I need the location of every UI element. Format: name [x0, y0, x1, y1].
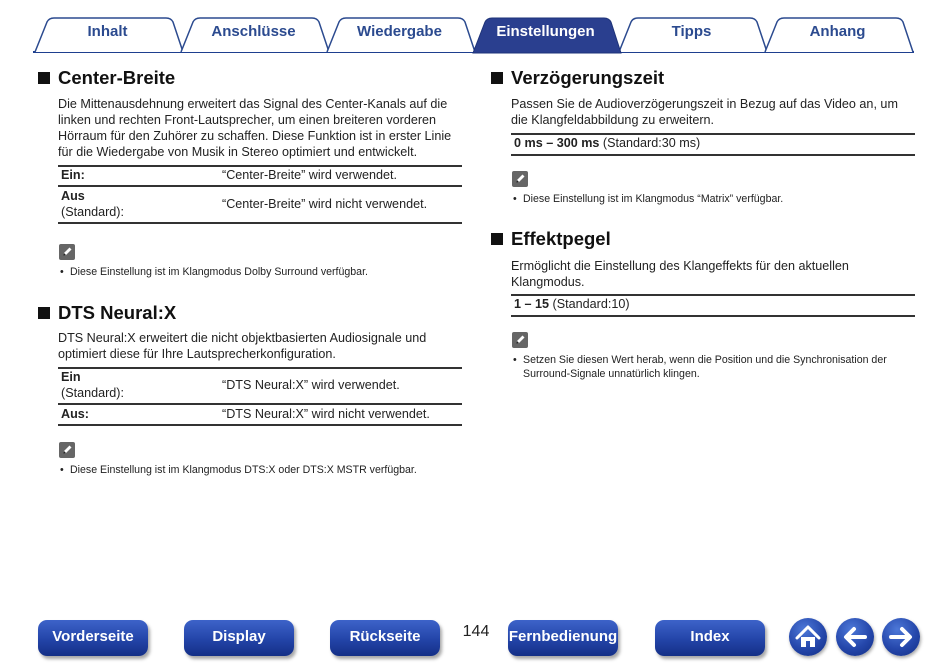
tab-tipps[interactable]: Tipps	[671, 23, 712, 40]
nav-button-index[interactable]: Index	[655, 620, 765, 656]
tab-wiedergabe[interactable]: Wiedergabe	[357, 23, 442, 40]
arrow-left-icon[interactable]	[836, 618, 874, 656]
option-value: “Center-Breite” wird nicht verwendet.	[222, 197, 428, 211]
option-key: Aus:	[61, 407, 89, 421]
note-text: Diese Einstellung ist im Klangmodus Dolby Surround verfügbar.	[70, 266, 368, 278]
note-text: Setzen Sie diesen Wert herab, wenn die Position und die Synchronisation der Surround-Signale unnatürlich klingen.	[523, 354, 887, 380]
option-key: Ein:	[61, 168, 85, 182]
option-key: Aus	[61, 189, 85, 203]
option-key-sub: (Standard):	[61, 386, 124, 400]
effect-range: 1 – 15	[514, 297, 550, 311]
delay-default: (Standard:30 ms)	[602, 136, 701, 150]
option-value: “DTS Neural:X” wird nicht verwendet.	[222, 407, 430, 421]
pencil-note-icon	[512, 332, 528, 348]
pencil-note-icon	[512, 171, 528, 187]
nav-button-fernbedienung[interactable]: Fernbedienung	[508, 620, 618, 656]
section-square-icon	[38, 307, 50, 319]
note-text: Diese Einstellung ist im Klangmodus DTS:X oder DTS:X MSTR verfügbar.	[70, 464, 417, 476]
tab-bar	[0, 0, 950, 56]
effect-description: Ermöglicht die Einstellung des Klangeffekts für den aktuellen Klangmodus.	[511, 259, 849, 289]
table-rule-bottom	[511, 315, 915, 317]
table-rule	[58, 403, 462, 405]
section-title-effektpegel	[491, 228, 611, 250]
section-title-text: DTS Neural:X	[58, 302, 177, 323]
nav-button-vorderseite[interactable]: Vorderseite	[38, 620, 148, 656]
table-rule-top	[58, 367, 462, 369]
nav-button-rueckseite[interactable]: Rückseite	[330, 620, 440, 656]
section-square-icon	[38, 72, 50, 84]
delay-description: Passen Sie de Audioverzögerungszeit in Bezug auf das Video an, um die Klangfeldabbildung zu erweitern.	[511, 97, 898, 127]
dts-neural-description: DTS Neural:X erweitert die nicht objektbasierten Audiosignale und optimiert diese für Ihre Lautsprecherkonfiguration.	[58, 331, 427, 361]
section-square-icon	[491, 72, 503, 84]
pencil-note-icon	[59, 244, 75, 260]
section-title-text: Verzögerungszeit	[511, 67, 665, 88]
note-item: • Diese Einstellung ist im Klangmodus DTS:X oder DTS:X MSTR verfügbar.	[60, 464, 417, 476]
table-rule-bottom	[58, 424, 462, 426]
note-item: • Diese Einstellung ist im Klangmodus “Matrix” verfügbar.	[513, 193, 784, 205]
nav-button-display[interactable]: Display	[184, 620, 294, 656]
option-key-sub: (Standard):	[61, 205, 124, 219]
note-item: • Diese Einstellung ist im Klangmodus Dolby Surround verfügbar.	[60, 266, 368, 278]
tab-anhang[interactable]: Anhang	[809, 23, 866, 40]
pencil-note-icon	[59, 442, 75, 458]
table-rule-bottom	[58, 222, 462, 224]
delay-range: 0 ms – 300 ms	[514, 136, 600, 150]
table-rule	[58, 185, 462, 187]
effect-range-row	[514, 296, 630, 312]
section-title-verzoegerungszeit	[491, 67, 664, 89]
section-title-dts-neural-x	[38, 302, 176, 324]
effect-default: (Standard:10)	[552, 297, 630, 311]
option-key: Ein	[61, 370, 81, 384]
section-title-text: Center-Breite	[58, 67, 176, 88]
arrow-right-icon[interactable]	[882, 618, 920, 656]
option-value: “DTS Neural:X” wird verwendet.	[222, 378, 400, 392]
center-breite-description: Die Mittenausdehnung erweitert das Signal des Center-Kanals auf die linken und rechten Front-Lautsprecher, um einen breiteren vorderen Hörraum für den Zuhörer zu schaffen. Diese Funktion ist in erster Linie für die Wiedergabe von Musik in Stereo optimiert und entwickelt.	[58, 97, 452, 159]
table-rule-bottom	[511, 154, 915, 156]
note-text: Diese Einstellung ist im Klangmodus “Matrix” verfügbar.	[523, 193, 784, 205]
section-title-center-breite	[38, 67, 175, 89]
section-square-icon	[491, 233, 503, 245]
option-value: “Center-Breite” wird verwendet.	[222, 168, 397, 182]
tab-anschluesse[interactable]: Anschlüsse	[211, 23, 296, 40]
section-title-text: Effektpegel	[511, 228, 611, 249]
note-item: • Setzen Sie diesen Wert herab, wenn die Position und die Synchronisation der Surround-Signale unnatürlich klingen.	[513, 353, 913, 381]
tab-inhalt[interactable]: Inhalt	[87, 23, 128, 40]
delay-range-row	[514, 135, 700, 151]
page-number: 144	[462, 623, 490, 640]
tab-einstellungen[interactable]: Einstellungen	[496, 23, 595, 40]
home-icon[interactable]	[789, 618, 827, 656]
